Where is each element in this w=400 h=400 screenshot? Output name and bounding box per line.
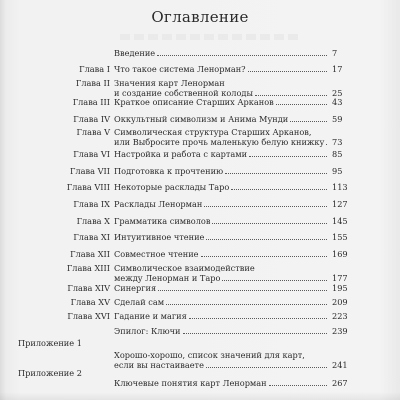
toc-entry: [114, 263, 328, 283]
toc-entry-line: Оккультный символизм и Анима Мунди: [114, 114, 289, 124]
toc-page-number: 267: [332, 378, 348, 388]
toc-entry: [114, 182, 328, 192]
toc-page-number: 155: [332, 232, 348, 242]
toc-page-number: 195: [332, 283, 348, 293]
toc-page-number: 17: [332, 64, 343, 74]
page-title: Оглавление: [151, 8, 249, 26]
toc-page-number: 223: [332, 311, 348, 321]
toc-entry: [114, 232, 328, 242]
page-bottom-shadow: [0, 392, 400, 400]
toc-label: Глава XII: [70, 249, 110, 259]
toc-entry-line: Расклады Ленорман: [114, 199, 203, 209]
dot-leader: [249, 149, 327, 157]
toc-page-number: 43: [332, 97, 343, 107]
toc-label: Глава VI: [73, 149, 110, 159]
toc-entry: [114, 378, 328, 388]
toc-entry-line: Значения карт Ленорман: [114, 78, 225, 88]
toc-entry: [114, 326, 328, 336]
toc-entry-line: и создание собственной колоды: [114, 88, 253, 98]
toc-entry: [114, 127, 328, 147]
toc-entry-line: Сделай сам: [114, 297, 165, 307]
dot-leader: [158, 283, 327, 291]
toc-label: Глава XV: [70, 297, 110, 307]
toc-label: Глава XIV: [67, 283, 110, 293]
toc-entry-line: Хорошо-хорошо, список значений для карт,: [114, 350, 305, 360]
dot-leader: [269, 378, 327, 386]
toc-label: Приложение 1: [18, 338, 82, 348]
dot-leader: [248, 64, 327, 72]
toc-label: Глава VIII: [66, 182, 110, 192]
toc-label: Глава VII: [70, 166, 110, 176]
dot-leader: [157, 48, 327, 56]
toc-page-number: 95: [332, 166, 343, 176]
dot-leader: [206, 360, 327, 368]
dot-leader: [204, 199, 327, 207]
dot-leader: [290, 114, 327, 122]
toc-page-number: 59: [332, 114, 343, 124]
toc-entry-line: Совместное чтение: [114, 249, 199, 259]
toc-entry-line: Символическое взаимодействие: [114, 263, 255, 273]
toc-entry: [114, 149, 328, 159]
toc-label: Глава XI: [73, 232, 110, 242]
toc-label: Глава III: [72, 97, 110, 107]
toc-label: Глава XIII: [66, 263, 110, 273]
toc-page-number: 177: [332, 273, 348, 283]
toc-entry-line: Гадание и магия: [114, 311, 187, 321]
toc-page-number: 209: [332, 297, 348, 307]
toc-entry-line: Подготовка к прочтению: [114, 166, 224, 176]
dot-leader: [189, 311, 327, 319]
toc-entry-line: Введение: [114, 48, 156, 58]
toc-entry-line: Ключевые понятия карт Ленорман: [114, 378, 267, 388]
toc-page-number: 113: [332, 182, 348, 192]
toc-page-number: 73: [332, 137, 343, 147]
dot-leader: [326, 137, 327, 145]
dot-leader: [255, 88, 327, 96]
toc-page-number: 145: [332, 216, 348, 226]
toc-entry-line: или Выбросите прочь маленькую белую книжку: [114, 137, 325, 147]
toc-page-number: 127: [332, 199, 348, 209]
toc-label: Приложение 2: [18, 368, 82, 378]
toc-entry-line: если вы настаиваете: [114, 360, 204, 370]
toc-page-number: 85: [332, 149, 343, 159]
toc-page-number: 25: [332, 88, 343, 98]
toc-entry-line: Что такое система Ленорман?: [114, 64, 246, 74]
toc-entry: [114, 249, 328, 259]
toc-entry: [114, 78, 328, 98]
dot-leader: [276, 97, 327, 105]
toc-entry-line: Эпилог: Ключи: [114, 326, 181, 336]
dot-leader: [231, 182, 327, 190]
toc-entry: [114, 114, 328, 124]
toc-entry-line: Интуитивное чтение: [114, 232, 205, 242]
toc-entry: [114, 350, 328, 370]
dot-leader: [183, 326, 328, 334]
toc-label: Глава I: [79, 64, 110, 74]
toc-page-number: 241: [332, 360, 348, 370]
dot-leader: [201, 249, 327, 257]
toc-entry-line: Синергия: [114, 283, 157, 293]
dot-leader: [222, 273, 327, 281]
toc-entry-line: между Ленорман и Таро: [114, 273, 221, 283]
toc-label: Глава X: [76, 216, 110, 226]
toc-label: Глава IV: [73, 114, 110, 124]
toc-label: Глава V: [76, 127, 110, 137]
toc-entry: [114, 97, 328, 107]
toc-page-number: 239: [332, 326, 348, 336]
toc-entry: [114, 297, 328, 307]
toc-page-number: 169: [332, 249, 348, 259]
toc-entry-line: Символическая структура Старших Арканов,: [114, 127, 312, 137]
dot-leader: [225, 166, 327, 174]
dot-leader: [206, 232, 327, 240]
toc-entry-line: Краткое описание Старших Арканов: [114, 97, 274, 107]
toc-entry: [114, 48, 328, 58]
toc-entry: [114, 166, 328, 176]
toc-entry-line: Некоторые расклады Таро: [114, 182, 230, 192]
toc-entry-line: Грамматика символов: [114, 216, 211, 226]
dot-leader: [166, 297, 327, 305]
toc-entry-line: Настройка и работа с картами: [114, 149, 248, 159]
toc-label: Глава XVI: [67, 311, 110, 321]
toc-entry: [114, 199, 328, 209]
toc-page-number: 7: [332, 48, 338, 58]
toc-entry: [114, 311, 328, 321]
toc-entry: [114, 216, 328, 226]
toc-entry: [114, 283, 328, 293]
toc-label: Глава IX: [73, 199, 110, 209]
toc-label: Глава II: [75, 78, 110, 88]
dot-leader: [212, 216, 327, 224]
toc-entry: [114, 64, 328, 74]
